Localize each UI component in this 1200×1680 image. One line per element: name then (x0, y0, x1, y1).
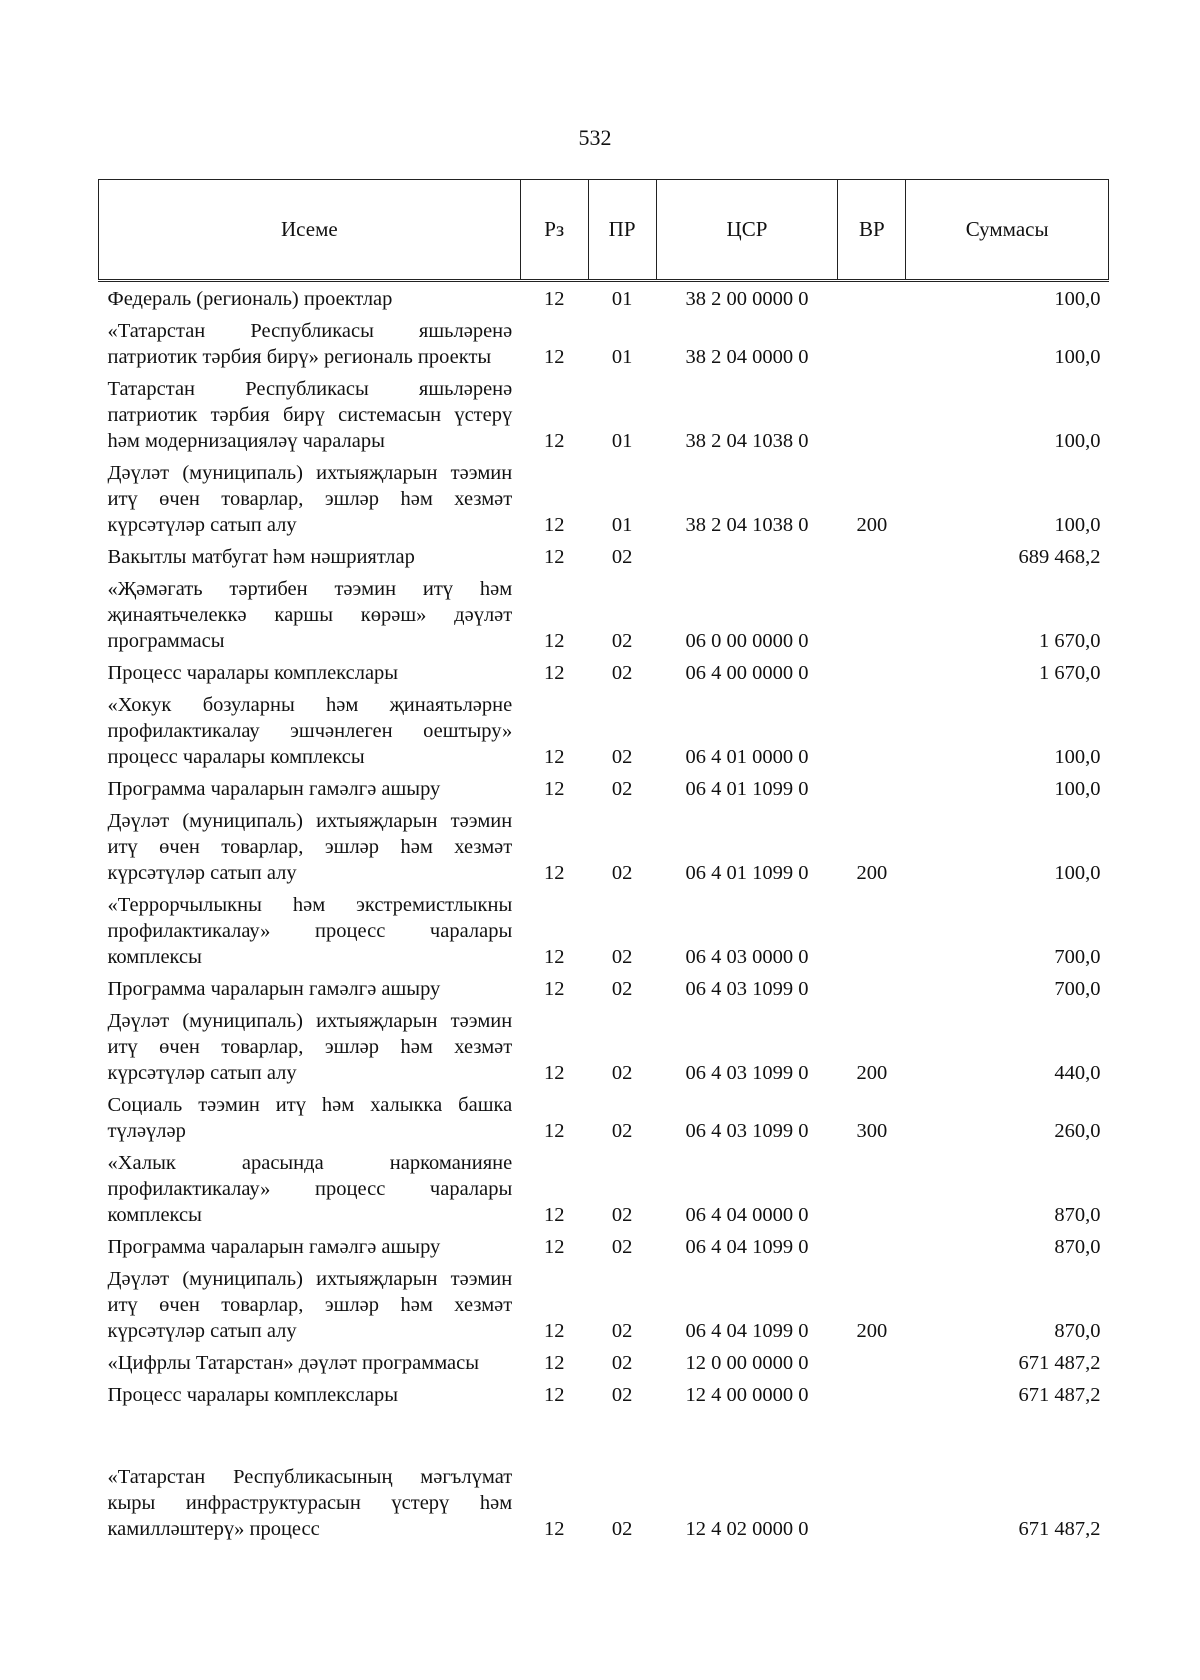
cell-sum: 100,0 (1054, 288, 1101, 310)
cell-vr: 300 (856, 1120, 888, 1142)
cell-csr: 38 2 04 1038 0 (685, 514, 809, 536)
cell-csr: 12 4 00 0000 0 (685, 1384, 809, 1406)
cell-pr: 02 (611, 1352, 633, 1374)
cell-vr (838, 1146, 906, 1230)
cell-rz: 12 (543, 662, 565, 684)
table-row (99, 1088, 1109, 1146)
cell-pr: 02 (611, 546, 633, 568)
table-row (99, 688, 1109, 772)
cell-rz: 12 (543, 1352, 565, 1374)
table-row (99, 804, 1109, 888)
cell-rz: 12 (543, 514, 565, 536)
cell-csr: 06 4 03 0000 0 (685, 946, 809, 968)
cell-sum: 671 487,2 (1018, 1518, 1101, 1540)
cell-rz: 12 (543, 1120, 565, 1142)
cell-pr: 02 (611, 778, 633, 800)
cell-vr (838, 372, 906, 456)
cell-name: «Татарстан Республикасының мәгълүмат кыры инфраструктурасын үстерү һәм камилләштерү» процесс (107, 1466, 513, 1540)
cell-vr (838, 888, 906, 972)
cell-csr (656, 540, 838, 572)
table-row (99, 1346, 1109, 1378)
cell-csr: 06 4 03 1099 0 (685, 1120, 809, 1142)
cell-vr (838, 688, 906, 772)
cell-rz: 12 (543, 946, 565, 968)
table-body (99, 281, 1109, 1545)
header-csr: ЦСР (656, 180, 838, 281)
cell-rz: 12 (543, 746, 565, 768)
cell-csr: 38 2 04 0000 0 (685, 346, 809, 368)
cell-csr: 06 4 04 1099 0 (685, 1236, 809, 1258)
cell-sum: 440,0 (1054, 1062, 1101, 1084)
cell-vr (838, 656, 906, 688)
cell-csr: 06 4 01 1099 0 (685, 778, 809, 800)
table-row (99, 572, 1109, 656)
cell-vr (838, 314, 906, 372)
cell-name: Программа чараларын гамәлгә ашыру (107, 978, 441, 1000)
table-row (99, 1378, 1109, 1410)
table-row (99, 1146, 1109, 1230)
cell-csr: 06 4 04 0000 0 (685, 1204, 809, 1226)
cell-sum: 870,0 (1054, 1320, 1101, 1342)
cell-pr: 02 (611, 1062, 633, 1084)
cell-name: Программа чараларын гамәлгә ашыру (107, 1236, 441, 1258)
cell-name: Социаль тәэмин итү һәм халыкка башка түләүләр (107, 1094, 513, 1142)
cell-name: Федераль (региональ) проектлар (107, 288, 393, 310)
cell-pr: 01 (611, 288, 633, 310)
cell-name: «Халык арасында наркоманияне профилактикалау» процесс чаралары комплексы (107, 1152, 513, 1226)
cell-pr: 02 (611, 1320, 633, 1342)
header-pr: ПР (588, 180, 656, 281)
cell-rz: 12 (543, 546, 565, 568)
cell-rz: 12 (543, 1518, 565, 1540)
cell-sum: 100,0 (1054, 778, 1101, 800)
cell-pr: 01 (611, 430, 633, 452)
table-row (99, 1004, 1109, 1088)
cell-vr: 200 (856, 862, 888, 884)
cell-csr: 06 4 03 1099 0 (685, 1062, 809, 1084)
cell-sum: 260,0 (1054, 1120, 1101, 1142)
cell-rz: 12 (543, 1236, 565, 1258)
table-row (99, 281, 1109, 315)
cell-csr: 06 4 03 1099 0 (685, 978, 809, 1000)
table-row (99, 1262, 1109, 1346)
cell-csr: 06 0 00 0000 0 (685, 630, 809, 652)
table-row (99, 656, 1109, 688)
cell-pr: 02 (611, 746, 633, 768)
table-row (99, 1230, 1109, 1262)
cell-rz: 12 (543, 1204, 565, 1226)
cell-rz: 12 (543, 1062, 565, 1084)
header-sum: Суммасы (906, 180, 1109, 281)
cell-sum: 100,0 (1054, 346, 1101, 368)
cell-vr (838, 281, 906, 315)
cell-pr: 02 (611, 946, 633, 968)
header-vr: ВР (838, 180, 906, 281)
cell-vr (838, 1378, 906, 1410)
cell-rz: 12 (543, 862, 565, 884)
cell-pr: 02 (611, 630, 633, 652)
cell-vr (838, 1410, 906, 1544)
table-row (99, 314, 1109, 372)
cell-sum: 689 468,2 (1018, 546, 1101, 568)
cell-csr: 12 0 00 0000 0 (685, 1352, 809, 1374)
cell-vr: 200 (856, 1062, 888, 1084)
cell-name: «Татарстан Республикасы яшьләренә патриотик тәрбия бирү» региональ проекты (107, 320, 513, 368)
cell-vr (838, 772, 906, 804)
cell-sum: 671 487,2 (1018, 1352, 1101, 1374)
cell-vr: 200 (856, 514, 888, 536)
cell-vr (838, 1230, 906, 1262)
cell-name: Процесс чаралары комплекслары (107, 1384, 399, 1406)
cell-sum: 100,0 (1054, 514, 1101, 536)
cell-rz: 12 (543, 430, 565, 452)
cell-name: «Террорчылыкны һәм экстремистлыкны профилактикалау» процесс чаралары комплексы (107, 894, 513, 968)
cell-sum: 700,0 (1054, 978, 1101, 1000)
cell-sum: 870,0 (1054, 1204, 1101, 1226)
cell-rz: 12 (543, 630, 565, 652)
cell-rz: 12 (543, 346, 565, 368)
cell-pr: 01 (611, 514, 633, 536)
cell-vr (838, 972, 906, 1004)
cell-csr: 06 4 01 0000 0 (685, 746, 809, 768)
cell-name: Дәүләт (муниципаль) ихтыяҗларын тәэмин итү өчен товарлар, эшләр һәм хезмәт күрсәтүләр сатып алу (107, 1010, 513, 1084)
cell-csr: 38 2 04 1038 0 (685, 430, 809, 452)
cell-pr: 02 (611, 978, 633, 1000)
cell-sum: 100,0 (1054, 746, 1101, 768)
cell-name: Дәүләт (муниципаль) ихтыяҗларын тәэмин итү өчен товарлар, эшләр һәм хезмәт күрсәтүләр сатып алу (107, 462, 513, 536)
cell-sum: 671 487,2 (1018, 1384, 1101, 1406)
cell-rz: 12 (543, 1384, 565, 1406)
cell-pr: 02 (611, 1204, 633, 1226)
cell-csr: 38 2 00 0000 0 (685, 288, 809, 310)
table-row (99, 888, 1109, 972)
cell-sum: 870,0 (1054, 1236, 1101, 1258)
cell-name: «Хокук бозуларны һәм җинаятьләрне профилактикалау эшчәнлеген оештыру» процесс чаралары комплексы (107, 694, 513, 768)
cell-vr (838, 572, 906, 656)
cell-name: «Цифрлы Татарстан» дәүләт программасы (107, 1352, 480, 1374)
table-row (99, 772, 1109, 804)
cell-name: Татарстан Республикасы яшьләренә патриотик тәрбия бирү системасын үстерү һәм модернизацияләү чаралары (107, 378, 513, 452)
cell-csr: 06 4 01 1099 0 (685, 862, 809, 884)
cell-pr: 02 (611, 1120, 633, 1142)
cell-name: Вакытлы матбугат һәм нәшриятлар (107, 546, 415, 568)
cell-rz: 12 (543, 778, 565, 800)
cell-pr: 02 (611, 662, 633, 684)
cell-pr: 02 (611, 1518, 633, 1540)
cell-csr: 12 4 02 0000 0 (685, 1518, 809, 1540)
table-row (99, 540, 1109, 572)
table-row (99, 456, 1109, 540)
cell-rz: 12 (543, 1320, 565, 1342)
cell-vr (838, 540, 906, 572)
header-rz: Рз (520, 180, 588, 281)
cell-vr (838, 1346, 906, 1378)
cell-pr: 02 (611, 1236, 633, 1258)
cell-csr: 06 4 04 1099 0 (685, 1320, 809, 1342)
cell-sum: 1 670,0 (1039, 662, 1101, 684)
cell-vr: 200 (856, 1320, 888, 1342)
cell-pr: 01 (611, 346, 633, 368)
table-row (99, 1410, 1109, 1544)
cell-sum: 700,0 (1054, 946, 1101, 968)
cell-sum: 100,0 (1054, 430, 1101, 452)
page-number: 532 (578, 125, 612, 150)
cell-pr: 02 (611, 1384, 633, 1406)
cell-pr: 02 (611, 862, 633, 884)
header-name: Исеме (99, 180, 521, 281)
cell-rz: 12 (543, 288, 565, 310)
cell-rz: 12 (543, 978, 565, 1000)
cell-sum: 1 670,0 (1039, 630, 1101, 652)
cell-name: Программа чараларын гамәлгә ашыру (107, 778, 441, 800)
cell-name: Процесс чаралары комплекслары (107, 662, 399, 684)
cell-name: Дәүләт (муниципаль) ихтыяҗларын тәэмин итү өчен товарлар, эшләр һәм хезмәт күрсәтүләр сатып алу (107, 1268, 513, 1342)
table-row (99, 972, 1109, 1004)
cell-csr: 06 4 00 0000 0 (685, 662, 809, 684)
cell-sum: 100,0 (1054, 862, 1101, 884)
cell-name: Дәүләт (муниципаль) ихтыяҗларын тәэмин итү өчен товарлар, эшләр һәм хезмәт күрсәтүләр сатып алу (107, 810, 513, 884)
cell-name: «Җәмәгать тәртибен тәэмин итү һәм җинаятьчелеккә каршы көрәш» дәүләт программасы (107, 578, 513, 652)
budget-table (98, 179, 1109, 1544)
table-row (99, 372, 1109, 456)
table-header-row (99, 180, 1109, 281)
